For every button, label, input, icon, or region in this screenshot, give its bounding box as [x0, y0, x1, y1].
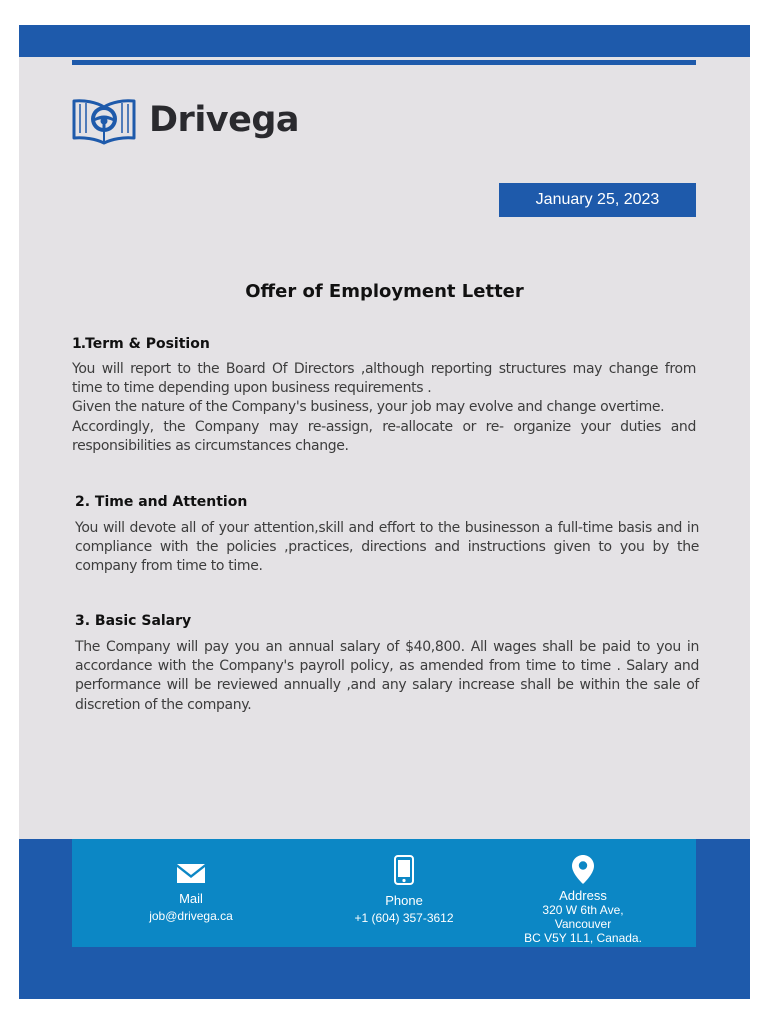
- section-2-heading: 2. Time and Attention: [75, 494, 248, 510]
- phone-value[interactable]: +1 (604) 357-3612: [354, 911, 454, 925]
- section-3-paragraph: The Company will pay you an annual salary of $40,800. All wages shall be paid to you in accordance with the Company's payroll policy, as amended from time to time . Salary and performance will be reviewed annually ,and any salary increase shall be within the sale of discretion of the company.: [75, 639, 699, 713]
- company-name: Drivega: [149, 100, 300, 140]
- envelope-icon: [176, 862, 206, 884]
- section-1-paragraph: Given the nature of the Company's business, your job may evolve and change overtime.: [72, 399, 665, 416]
- section-2-paragraph: You will devote all of your attention,skill and effort to the businesson a full-time basis and in compliance with the policies ,practices, directions and instructions given to you by the company from time to time.: [75, 520, 699, 575]
- letter-page: [19, 25, 750, 999]
- phone-icon: [394, 855, 414, 885]
- footer-address: [513, 839, 653, 945]
- header-rule: [72, 60, 696, 65]
- letter-date: January 25, 2023: [499, 183, 696, 217]
- section-1-heading: [72, 336, 210, 352]
- mail-value[interactable]: job@drivega.ca: [149, 909, 233, 923]
- address-label: Address: [559, 888, 607, 903]
- phone-label: Phone: [385, 893, 423, 908]
- section-1-body: [72, 360, 696, 456]
- mail-label: Mail: [179, 891, 203, 906]
- address-line-2: BC V5Y 1L1, Canada.: [524, 931, 642, 945]
- footer-mail: [131, 839, 251, 923]
- section-1-number: 1.: [72, 336, 86, 352]
- map-pin-icon: [571, 854, 595, 885]
- footer-contact-box: [72, 839, 696, 947]
- section-3-heading: 3. Basic Salary: [75, 613, 192, 629]
- book-steering-wheel-icon: [69, 95, 139, 145]
- footer-phone: [334, 839, 474, 925]
- section-1-paragraph: Accordingly, the Company may re-assign, re-allocate or re- organize your duties and responsibilities as circumstances change.: [72, 418, 696, 454]
- section-3-body: [75, 638, 699, 715]
- header-band: [19, 25, 750, 57]
- section-2-body: [75, 519, 699, 577]
- document-title: Offer of Employment Letter: [245, 281, 524, 302]
- section-1-paragraph: You will report to the Board Of Directors ,although reporting structures may change from time to time depending upon business requirements .: [72, 361, 696, 397]
- address-line-1: 320 W 6th Ave, Vancouver: [542, 903, 624, 931]
- company-logo: [69, 95, 299, 145]
- section-1-title: Term & Position: [85, 336, 210, 352]
